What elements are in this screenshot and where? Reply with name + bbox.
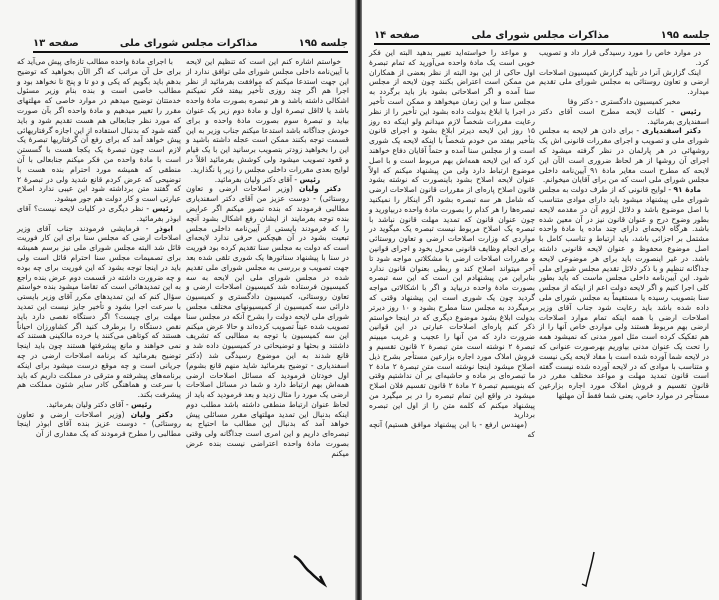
paragraph xyxy=(17,410,181,439)
speaker-name: دکتر اسفندیاری xyxy=(642,126,701,136)
paragraph xyxy=(369,420,535,440)
speaker-name: دکتر ولیان xyxy=(130,409,173,419)
paragraph xyxy=(17,224,181,400)
publication-title: مذاکرات مجلس شورای ملی xyxy=(119,38,258,49)
paragraph-text: - لوایح قانونی که از طرف دولت به مجلس شورای ملی پیشنهاد میشود باید دارای موادی متناسب با اصل موضوع باشد و دلائل لزوم آن در مقدمه لایحه بطور وضوح درج و عنوان قانون نیز در آن معین شده باشد. هرگاه لایحه‌ای دارای چند ماده یا مادهٔ واحده مشتمل بر اجزائی باشد، باید ارتباط و تناسب کامل با اصل موضوع محفوظ و عنوان لایحه قانونی داشته باشد. در غیر اینصورت باید برای هر موضوعی لایحه جداگانه تنظیم و با ذکر دلائل تقدیم مجلس شورای ملی شود. این آیین‌نامه داخلی مجلس ماست که باید بطور کلی اجرا کنیم و اگر لایحه دولت اعم از اینکه از مجلس سنا بتصویب رسیده یا مستقیماً به مجلس شورای ملی داده شده باشد باید رعایت شود جناب آقای وزیر اصلاحات ارضی با همه اینکه تمام موارد اصلاحات ارضی بهم مربوط هستند ولی مواردی خاص آنها را از هم تفکیک کرده است مثل امور مدنی که نمیشود همه را تحت یک عنوان مدنی بیاوریم بهرصورت عنوانی که در لایحه شما آورده شده است با مفاد لایحه یکی نیست و متناسب با موادی که در لایحه آورده شده نیست گفته است قانون تمدید مهلت و مواعد مختلف مقرر در قانون تقسیم و فروش املاک مورد اجاره بزارعین مستأجر در موارد خاص، یعنی شما فقط آن مهلتها xyxy=(539,185,709,400)
paragraph xyxy=(539,107,709,127)
speaker-name: مادهٔ ۹۱ xyxy=(673,185,701,195)
speaker-name: رئیس xyxy=(299,174,321,184)
paragraph xyxy=(17,57,181,204)
speaker-name: ابوذر xyxy=(154,223,173,233)
paragraph-text: - برای دادن هر لایحه به مجلس شورای ملی و تصویب و اجرای مقررات قانونی اش یک روشهائی در هر پارلمان در نظر گرفته میشود که اجرای آن روشها از هر لحاظ ضروری است الآن این لایحه که مطرح است مغایر مادهٔ ۹۱ آیین‌نامه داخلی مجلس شورای ملی است که من برای آقایان میخوانم. xyxy=(539,126,709,185)
signature-mark xyxy=(290,550,330,590)
session-number: جلسه ۱۹۵ xyxy=(660,30,710,41)
publication-title: مذاکرات مجلس شورای ملی xyxy=(471,30,610,41)
paragraph xyxy=(539,126,709,185)
paragraph-text: - نظر دیگری در کلیات لایحه نیست؟ آقای ابوذر بفرمائید. xyxy=(17,203,181,223)
text-column-right xyxy=(186,57,349,459)
paragraph-text: و مواعد را خواسته‌اید تغییر بدهید البته این فکر خوبی است یک مادهٔ واحده می‌آورید که تمام تبصرهٔ اول حاکی از این بود البته از نظر بعضی از همکاران من ممکن است اعتراض بکنند چون لایحه از مجلس سنا آمده و اگر اصلاحاتی بشود باز باید برگردد به مجلس سنا و این زمان میخواهد و ممکن است تأخیر در اجرا یا ابلاغ بدولت داده بشود این تأخیر را از نظر رعایت مقررات شخصاً لازم میدانم ولو اینکه ده روز ۱۵ روز این لایحه دیرتر ابلاغ بشود و اجرای قانون بتأخیر بیفتد من خودم شخصاً با اینکه لایحه یک شوری است و از مجلس سنا آمده و حتماً آقایان دفاع خواهند کرد که این لایحه همه‌اش بهم مربوط است و با اصل موضوع ارتباط دارد ولی من پیشنهاد میکنم که اولاً عنوان لایحه اصلاح بشود باینصورت که نوشته بشود قانون اصلاح پاره‌ای از مقررات قانون اصلاحات ارضی که شامل هر سه تبصره بشود اگر اینکار را نمیکنید تبصره‌ها را هر کدام را بصورت مادهٔ واحده دربیاورید و چون عنوان قانون که تمدید مهلت قانون نباشد با تبصره یک اصلاح مربوط نیست تبصره یک میگوید در مواردی که وزارت اصلاحات ارضی و تعاون روستائی برای انجام وظایف قانونی محول بخود و اجرای قوانین و مقررات اصلاحات ارضی با مشکلاتی مواجه شود تا آخر میتواند اصلاح کند و ربطی بعنوان قانون ندارد بنابراین من پیشنهادم این است که این سه تبصره بصورت مادهٔ واحده دربیاید و اگر با اشکالاتی مواجه گردید چون یک شوری است این پیشنهاد وقتی که برمیگردد به مجلس سنا مطرح بشود و ۱۰ روز دیرتر بدولت ابلاغ بشود موضوع دیگری که در اینجا خواستم ذکر کنم پاره‌ای اصلاحات عبارتی در این قوانین ضرورت دارد که من آنها را عجیب و غریب میبینم تبصرهٔ ۲ نوشته است متن تبصرهٔ ۲ قانون تقسیم و فروش املاک مورد اجاره بزارعین مستأجر بشرح ذیل اصلاح میشود اینجا نوشته است متن تبصرهٔ ۲ مادهٔ ۲ ما تبصره‌ای بر ماده و حاشیه‌ای بر آن نداشتیم وقتی که بنویسیم تبصرهٔ ۲ مادهٔ ۲ قانون تقسیم فلان اصلاح میشود در واقع این تمام تبصره را در بر میگیرد من پیشنهاد میکنم که کلمه متن را از اول این تبصره بردارید xyxy=(369,48,536,420)
paragraph-text: - آقای دکتر ولیان بفرمائید. xyxy=(214,174,298,184)
paragraph-text: - کلیات لایحه مطرح است آقای دکتر اسفندیاری بفرمائید. xyxy=(539,106,709,126)
page-right xyxy=(362,0,719,600)
speaker-name: رئیس xyxy=(680,106,702,116)
paragraph-text: اینک گزارش آنرا در تأیید گزارش کمیسیون اصلاحات ارضی و تعاون روستائی به مجلس شورای ملی تقدیم میدارد. xyxy=(539,67,709,97)
page-number: صفحه ۱۴ xyxy=(374,30,420,41)
paragraph xyxy=(17,400,181,410)
paragraph-text: مخبر کمیسیون دادگستری - دکتر وفا xyxy=(567,96,681,106)
text-column-left xyxy=(17,57,181,439)
session-number: جلسه ۱۹۵ xyxy=(298,38,348,49)
paragraph-text: - فرمایشی فرمودند جناب آقای وزیر اصلاحات ارضی که مجلس سنا برای این کار فوریت قائل شد البته مجلس شورای ملی نیز برسم همیشه برای تصمیمات مجلس سنا احترام قائل است ولی باید در اینجا توجه بشود که این فوریت برای چه بوده و چه ضرورت داشته در قسمت دوم عرض بنده راجع به این تمدیدهائی است که تقاضا میشود بنده خواستم سؤال کنم که این تمدیدهای مکرر آقای وزیر بایستی با سرعت اجرا بشود و تأخیر جایز نیست این تمدید مهلت برای چیست؟ اگر دستگاه نقصی دارد باید نقص دستگاه را برطرف کنید اگر کشاورزان احیاناً هستند که کوتاهی می‌کنند یا خرده مالکینی هستند که نمی خواهند و مانع پیشرفتها هستند چون باید اینجا توضیح بفرمائید که برنامه اصلاحات ارضی در چه جریانی است و چه موقع درست میشود برای اینکه برنامه‌های پیشرفته و مترقی در مملکت داریم که باید با سرعت و هماهنگی کادر سایر شئون مملکت هم پیشرفت بکند. xyxy=(17,223,181,400)
paragraph-text: در موارد خاص را مورد رسیدگی قرار داد و تصویب کرد. xyxy=(539,48,709,67)
text-column-right xyxy=(539,48,709,401)
paragraph xyxy=(17,204,181,224)
text-column-left xyxy=(369,48,535,440)
pen-mark xyxy=(580,550,600,590)
paragraph-text: خواستم اشاره کنم این است که تنظیم این لایحه با آیین‌نامه داخلی مجلس شورای ملی توافق ندارد از این جهت استدعا میکنم که موافقت بفرمائید از نظر اجرا هم اگر چند روزی تأخیر بیفتد فکر نمیکنم اشکالی داشته باشد و هر تبصره بصورت مادهٔ واحده باشد یا لااقل تبصرهٔ اول و مادهٔ دوم زیر یک عنوان بیاید و تبصرهٔ سوم بصورت مادهٔ واحده و برای خودش جداگانه باشد استدعا میکنم جناب وزیر به این قسمت توجه بکنند ممکن است عجله داشته باشید و این را بخواهید زودتر بتصویب برسانید این با یک قیام و قعود تصویب میشود ولی کوشش بفرمائید اقلاً در لوایح بعدی مقررات داخلی مجلس را زیر پا نگذارید. xyxy=(186,57,349,174)
page-header xyxy=(33,38,348,53)
paragraph-text: - آقای دکتر ولیان بفرمائید. xyxy=(46,399,129,409)
paragraph xyxy=(186,57,349,175)
paragraph xyxy=(369,48,535,420)
paragraph xyxy=(539,68,709,97)
paragraph xyxy=(186,184,349,458)
speaker-name: رئیس xyxy=(152,203,173,213)
paragraph xyxy=(539,185,709,401)
paragraph-text: (وزیر اصلاحات ارضی و تعاون روستائی) - دوست عزیز من آقای دکتر اسفندیاری مطالبی فرمودند که بنده تصور میکنم اگر عرایض بنده توجه بفرمایند از ایشان رفع اشکال بشود آنچه را که فرمودند بایستی از آیین‌نامه داخلی مجلس تبعیت بشود در آن هیچکس حرفی ندارد لایحه‌ای است که دولت به مجلس سنا تقدیم کرده بود فوریت در سنا با پیشنهاد سناتورها یک شوری تلقی شده بعد جهت تصویب و بررسی به مجلس شورای ملی تقدیم شده در مجلس شورای ملی این لایحه به سه کمیسیون فرستاده شد کمیسیون اصلاحات ارضی و تعاون روستائی، کمیسیون دادگستری و کمیسیون دارائی سه کمیسیون از کمیسیونهای مختلف مجلس شورای ملی لایحه دولت را بشرح آنکه در مجلس سنا تصویب شده عیناً تصویب کرده‌اند و حالا عرض میکنم این سه کمیسیون با توجه به مطالبی که تشریف داشتند و بحثها و توضیحاتی در کمیسیون داده شد و قانع شدند به این موضوع رسیدگی شد (دکتر اسفندیاری - توضیح بفرمائید شاید منهم قانع بشوم) اول خودتان فرمودید که مسائل اصلاحات ارضی همه‌اش بهم ارتباط دارد و شما در مسائل اصلاحات ارضی یک مورد را مثال زدید و بعد فرمودید که باید از لحاظ عنوان ارتباط منطقی داشته باشد مطلب دوم اینکه بدنبال این تمدید مهلتهای مقرر مسائلی پیش خواهد آمد که بدنبال این مطالب ما احتیاج به تبصره‌ای داریم و این امری است جداگانه ولی وقتی بصورت مادهٔ واحده اعتراضی نیست بنده عرض میکنم xyxy=(186,184,349,458)
speaker-name: دکتر ولیان xyxy=(298,184,341,194)
page-header xyxy=(374,30,710,45)
paragraph-text: با اجرای مادهٔ واحده مطالب تازه‌ای پیش می‌آید که برای حل آن مراتب که اگر الآن بخواهید که توضیح بدهم باید بگویم که یکی و دو تا و پنج تا نخواهد بود و مطالب خاصی است و بنده بنام وزیر مسئول خدمتتان توضیح میدهم در موارد خاصی که مهلتهای مقرر را تغییر میدهیم و مادهٔ واحده اگر بآن صورت که مورد نظر جنابعالی هم هست تقدیم شود و باید گفته شود که بدنبال استفاده از این اجازه گرفتاریهائی پیش خواهد آمد که برای رفع آن گرفتاریها تبصرهٔ یک لازم است چون تبصرهٔ یک یکجا هست با گسستن است با مادهٔ واحده من فکر میکنم جنابعالی با آن منطقی که همیشه مورد احترام بنده هست با توضیحی که عرض کردم قانع شدید ولی در تبصرهٔ ۲ که گفتند متن برداشته شود این عیبی ندارد اصلاح عبارتی است و کار دولت هم جور میشود. xyxy=(17,57,181,204)
speaker-name: رئیس xyxy=(130,399,152,409)
page-left xyxy=(0,0,356,600)
paragraph xyxy=(539,48,709,68)
paragraph-text: (وزیر اصلاحات ارضی و تعاون روستائی) - دوست عزیز بنده آقای ابوذر اینجا مطالبی را مطرح فرمودند که یک مقداری از آن xyxy=(17,409,181,439)
page-number: صفحه ۱۳ xyxy=(33,38,79,49)
book-binding xyxy=(355,0,362,600)
paragraph xyxy=(186,175,349,185)
paragraph xyxy=(539,97,709,107)
paragraph-text: (مهندس ارفع - با این پیشنهاد موافق هستیم) آنچه که xyxy=(369,420,535,440)
